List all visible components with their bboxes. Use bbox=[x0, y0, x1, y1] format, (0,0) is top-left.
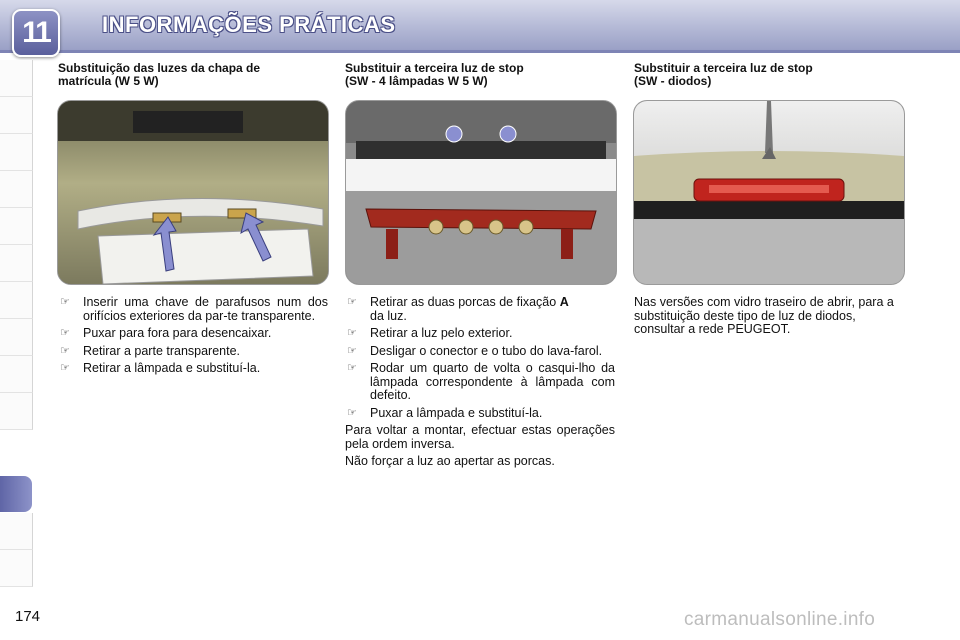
pointing-hand-icon: ☞ bbox=[60, 327, 70, 339]
side-tab-13[interactable] bbox=[0, 550, 33, 587]
pointing-hand-icon: ☞ bbox=[60, 296, 70, 308]
pointing-hand-icon: ☞ bbox=[347, 296, 357, 308]
side-tab-3[interactable] bbox=[0, 134, 33, 171]
side-tab-5[interactable] bbox=[0, 208, 33, 245]
pointing-hand-icon: ☞ bbox=[347, 327, 357, 339]
side-tab-6[interactable] bbox=[0, 245, 33, 282]
side-tab-7[interactable] bbox=[0, 282, 33, 319]
side-tab-2[interactable] bbox=[0, 97, 33, 134]
side-tab-10[interactable] bbox=[0, 393, 33, 430]
pointing-hand-icon: ☞ bbox=[347, 362, 357, 374]
column-3-text bbox=[634, 296, 904, 341]
column-third-stop-lamp-4-bulbs bbox=[345, 62, 615, 88]
stop-lamp-diodes-illustration bbox=[633, 100, 905, 285]
step-item: ☞ Desligar o conector e o tubo do lava-farol. bbox=[347, 343, 603, 358]
reassembly-note: Para voltar a montar, efectuar estas operações pela ordem inversa. bbox=[345, 423, 615, 451]
page-title: INFORMAÇÕES PRÁTICAS bbox=[102, 12, 396, 37]
pointing-hand-icon: ☞ bbox=[60, 344, 70, 357]
step-item: ☞ Retirar a lâmpada e substituí-la. bbox=[60, 361, 261, 375]
pointing-hand-icon: ☞ bbox=[60, 362, 70, 374]
column-third-stop-lamp-diodes bbox=[634, 62, 904, 88]
page-number: 174 bbox=[15, 608, 41, 625]
section-heading: Substituir a terceira luz de stop (SW - diodos) bbox=[634, 61, 813, 88]
column-2-steps bbox=[345, 296, 615, 473]
side-tab-9[interactable] bbox=[0, 356, 33, 393]
section-heading: Substituir a terceira luz de stop (SW - 4 lâmpadas W 5 W) bbox=[345, 61, 524, 88]
side-tab-1[interactable] bbox=[0, 60, 33, 97]
side-tab-11-active[interactable] bbox=[0, 476, 32, 512]
warning-note: Não forçar a luz ao apertar as porcas. bbox=[345, 454, 555, 468]
section-heading: Substituição das luzes da chapa de matrícula (W 5 W) bbox=[58, 61, 261, 88]
step-item: ☞ Rodar um quarto de volta o casqui-lho da lâmpada correspondente à lâmpada com defeito. bbox=[347, 361, 615, 402]
side-index-tabs bbox=[0, 60, 36, 580]
column-1-steps bbox=[58, 296, 328, 380]
column-licence-plate-lamps bbox=[58, 62, 328, 88]
stop-lamp-bulbs-illustration bbox=[345, 100, 617, 285]
step-item: ☞ Inserir uma chave de parafusos num dos orifícios exteriores da par-te transparente. bbox=[60, 295, 328, 323]
chapter-number-badge: 11 bbox=[12, 9, 60, 57]
diodes-note: Nas versões com vidro traseiro de abrir, para a substituição deste tipo de luz de diodos, consultar a rede PEUGEOT. bbox=[634, 295, 894, 336]
side-tab-12[interactable] bbox=[0, 513, 33, 550]
pointing-hand-icon: ☞ bbox=[347, 406, 357, 419]
callout-a-icon bbox=[500, 126, 516, 142]
pointing-hand-icon: ☞ bbox=[347, 344, 357, 357]
step-item: ☞ Retirar a luz pelo exterior. bbox=[347, 326, 513, 340]
side-tab-4[interactable] bbox=[0, 171, 33, 208]
header-divider bbox=[0, 50, 960, 53]
side-tab-8[interactable] bbox=[0, 319, 33, 356]
site-watermark: carmanualsonline.info bbox=[684, 609, 876, 630]
step-item: ☞ Retirar a parte transparente. bbox=[60, 343, 241, 358]
callout-a-icon bbox=[446, 126, 462, 142]
step-item: ☞ Puxar para fora para desencaixar. bbox=[60, 326, 272, 340]
step-item: ☞ Puxar a lâmpada e substituí-la. bbox=[347, 405, 543, 420]
licence-plate-lamp-illustration bbox=[57, 100, 329, 285]
step-item: ☞ Retirar as duas porcas de fixação A da luz. bbox=[347, 295, 569, 323]
